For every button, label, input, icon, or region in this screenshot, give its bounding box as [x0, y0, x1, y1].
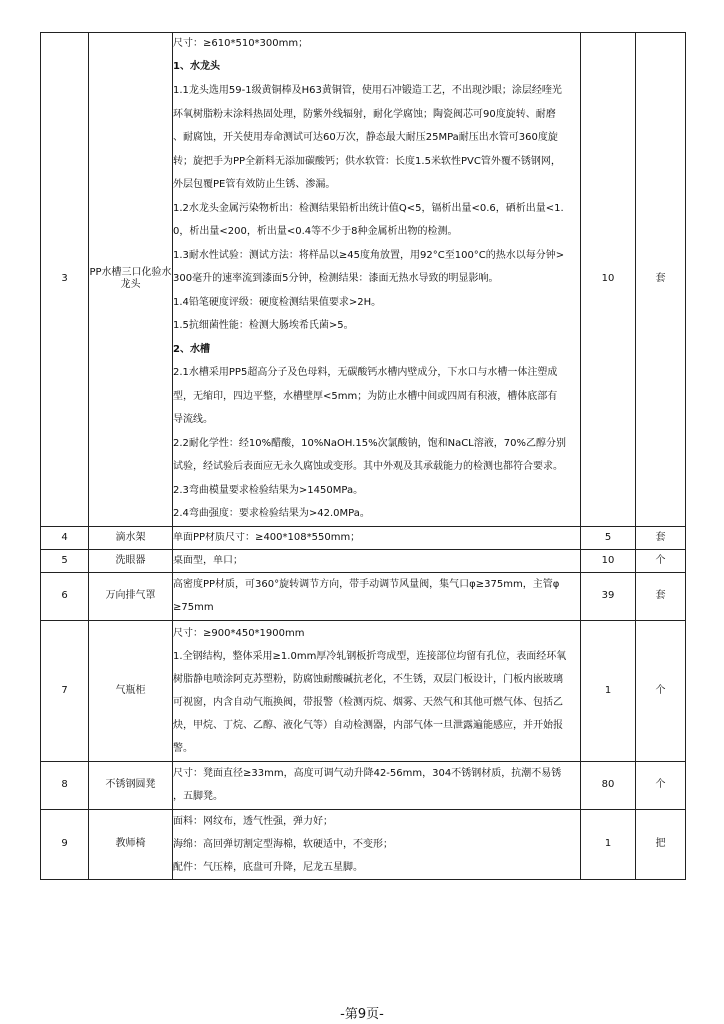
spec-line: 导流线。	[173, 414, 213, 425]
item-spec	[173, 549, 581, 572]
spec-line: 可视窗，内含自动气瓶换阀，带报警（检测丙烷、烟雾、天然气和其他可燃气体、包括乙	[173, 696, 563, 708]
row-number: 4	[41, 526, 89, 549]
spec-line: ≥75mm	[173, 602, 214, 613]
spec-line: 1.5抗细菌性能：检测大肠埃希氏菌>5。	[173, 320, 354, 331]
spec-heading: 1、水龙头	[173, 61, 220, 72]
spec-line: 高密度PP材质，可360°旋转调节方向，带手动调节风量阀，集气口φ≥375mm，主管φ	[173, 579, 560, 590]
item-name: 气瓶柜	[89, 620, 173, 761]
spec-line: 1.全钢结构，整体采用≥1.0mm厚冷轧钢板折弯成型，连接部位均留有孔位，表面经环氧	[173, 650, 567, 662]
item-spec	[173, 620, 581, 761]
spec-line: 配件：气压棒，底盘可升降，尼龙五星脚。	[173, 861, 363, 873]
spec-line: 警。	[173, 742, 193, 754]
table-row	[41, 526, 686, 549]
table-row	[41, 809, 686, 879]
spec-line: 1.2水龙头金属污染物析出：检测结果铅析出统计值Q<5，镉析出量<0.6，硒析出量<1.	[173, 202, 564, 214]
item-name: 教师椅	[89, 809, 173, 879]
unit: 把	[636, 809, 686, 879]
spec-line: 面料：网纹布，透气性强，弹力好；	[173, 815, 333, 827]
unit: 个	[636, 761, 686, 809]
quantity: 10	[581, 33, 636, 527]
spec-line: 炔，甲烷、丁烷、乙醇、液化气等）自动检测器，内部气体一旦泄露遍能感应，并开始报	[173, 719, 563, 731]
spec-line: 1.4铅笔硬度评级：硬度检测结果值要求>2H。	[173, 296, 382, 308]
table-row	[41, 549, 686, 572]
table-row	[41, 572, 686, 620]
spec-line: 2.1水槽采用PP5超高分子及色母料，无碳酸钙水槽内壁成分，下水口与水槽一体注塑成	[173, 367, 558, 378]
spec-line: 试验，经试验后表面应无永久腐蚀或变形。其中外观及其承载能力的检测也都符合要求。	[173, 461, 563, 472]
spec-line: 、耐腐蚀，开关使用寿命测试可达60万次，静态最大耐压25MPa耐压出水管可360度旋	[173, 132, 558, 143]
item-name: 洗眼器	[89, 549, 173, 572]
table-row	[41, 620, 686, 761]
row-number: 7	[41, 620, 89, 761]
item-spec	[173, 572, 581, 620]
quantity: 80	[581, 761, 636, 809]
spec-line: 1.1龙头选用59-1级黄铜棒及H63黄铜管，使用石冲锻造工艺，不出现沙眼；涂层经喹光	[173, 85, 562, 96]
unit: 个	[636, 620, 686, 761]
unit: 个	[636, 549, 686, 572]
row-number: 6	[41, 572, 89, 620]
spec-line: 2.4弯曲强度：要求检验结果为>42.0MPa。	[173, 508, 370, 519]
spec-line: 尺寸：凳面直径≥33mm，高度可调气动升降42-56mm，304不锈钢材质，抗潮不易锈	[173, 768, 562, 779]
item-spec	[173, 809, 581, 879]
spec-table	[40, 32, 686, 880]
spec-line: 海绵：高回弹切割定型海棉，软硬适中，不变形；	[173, 838, 393, 850]
page-number: -第9页-	[340, 1007, 384, 1022]
table-row	[41, 761, 686, 809]
unit: 套	[636, 526, 686, 549]
item-name: PP水槽三口化验水龙头	[89, 33, 173, 527]
item-name: 不锈钢圆凳	[89, 761, 173, 809]
quantity: 39	[581, 572, 636, 620]
spec-line: 2.3弯曲模量要求检验结果为>1450MPa。	[173, 484, 364, 496]
spec-line: 0，析出量<200，析出量<0.4等不少于8种金属析出物的检测。	[173, 226, 458, 237]
spec-line: ，五脚凳。	[173, 791, 223, 802]
spec-line: 型，无缩印，四边平整，水槽壁厚<5mm；为防止水槽中间或四周有积液，槽体底部有	[173, 390, 558, 402]
spec-line: 2.2耐化学性：经10%醋酸，10%NaOH.15%次氯酸钠，饱和NaCL溶液，70%乙醇分别	[173, 437, 566, 449]
unit: 套	[636, 33, 686, 527]
item-spec	[173, 526, 581, 549]
spec-line: 转；旋把手为PP全新料无添加碳酸钙；供水软管：长度1.5米软性PVC管外覆不锈钢网，	[173, 155, 561, 167]
spec-line: 1.3耐水性试验：测试方法：将样品以≥45度角放置，用92°C至100°C的热水以每分钟>	[173, 249, 565, 261]
quantity: 5	[581, 526, 636, 549]
row-number: 3	[41, 33, 89, 527]
quantity: 1	[581, 809, 636, 879]
table-row	[41, 33, 686, 527]
item-spec	[173, 761, 581, 809]
item-name: 滴水架	[89, 526, 173, 549]
row-number: 9	[41, 809, 89, 879]
spec-heading: 2、水槽	[173, 343, 210, 355]
quantity: 1	[581, 620, 636, 761]
row-number: 5	[41, 549, 89, 572]
spec-line: 尺寸：≥900*450*1900mm	[173, 627, 305, 639]
spec-line: 桌面型，单口；	[173, 554, 243, 566]
spec-line: 300毫升的速率流到漆面5分钟，检测结果：漆面无热水导致的明显影响。	[173, 273, 499, 284]
spec-line: 单面PP材质尺寸：≥400*108*550mm；	[173, 531, 361, 543]
spec-line: 外层包覆PE管有效防止生锈、渗漏。	[173, 179, 336, 190]
item-name: 万向排气罩	[89, 572, 173, 620]
spec-line: 尺寸：≥610*510*300mm；	[173, 38, 309, 49]
unit: 套	[636, 572, 686, 620]
spec-line: 树脂静电喷涂阿克苏塑粉，防腐蚀耐酸碱抗老化，不生锈，双层门板设计，门板内嵌玻璃	[173, 673, 563, 685]
row-number: 8	[41, 761, 89, 809]
item-spec	[173, 33, 581, 527]
quantity: 10	[581, 549, 636, 572]
spec-line: 环氧树脂粉末涂料热固处理，防紫外线辐射，耐化学腐蚀；陶瓷阀芯可90度旋转、耐磨	[173, 108, 556, 120]
